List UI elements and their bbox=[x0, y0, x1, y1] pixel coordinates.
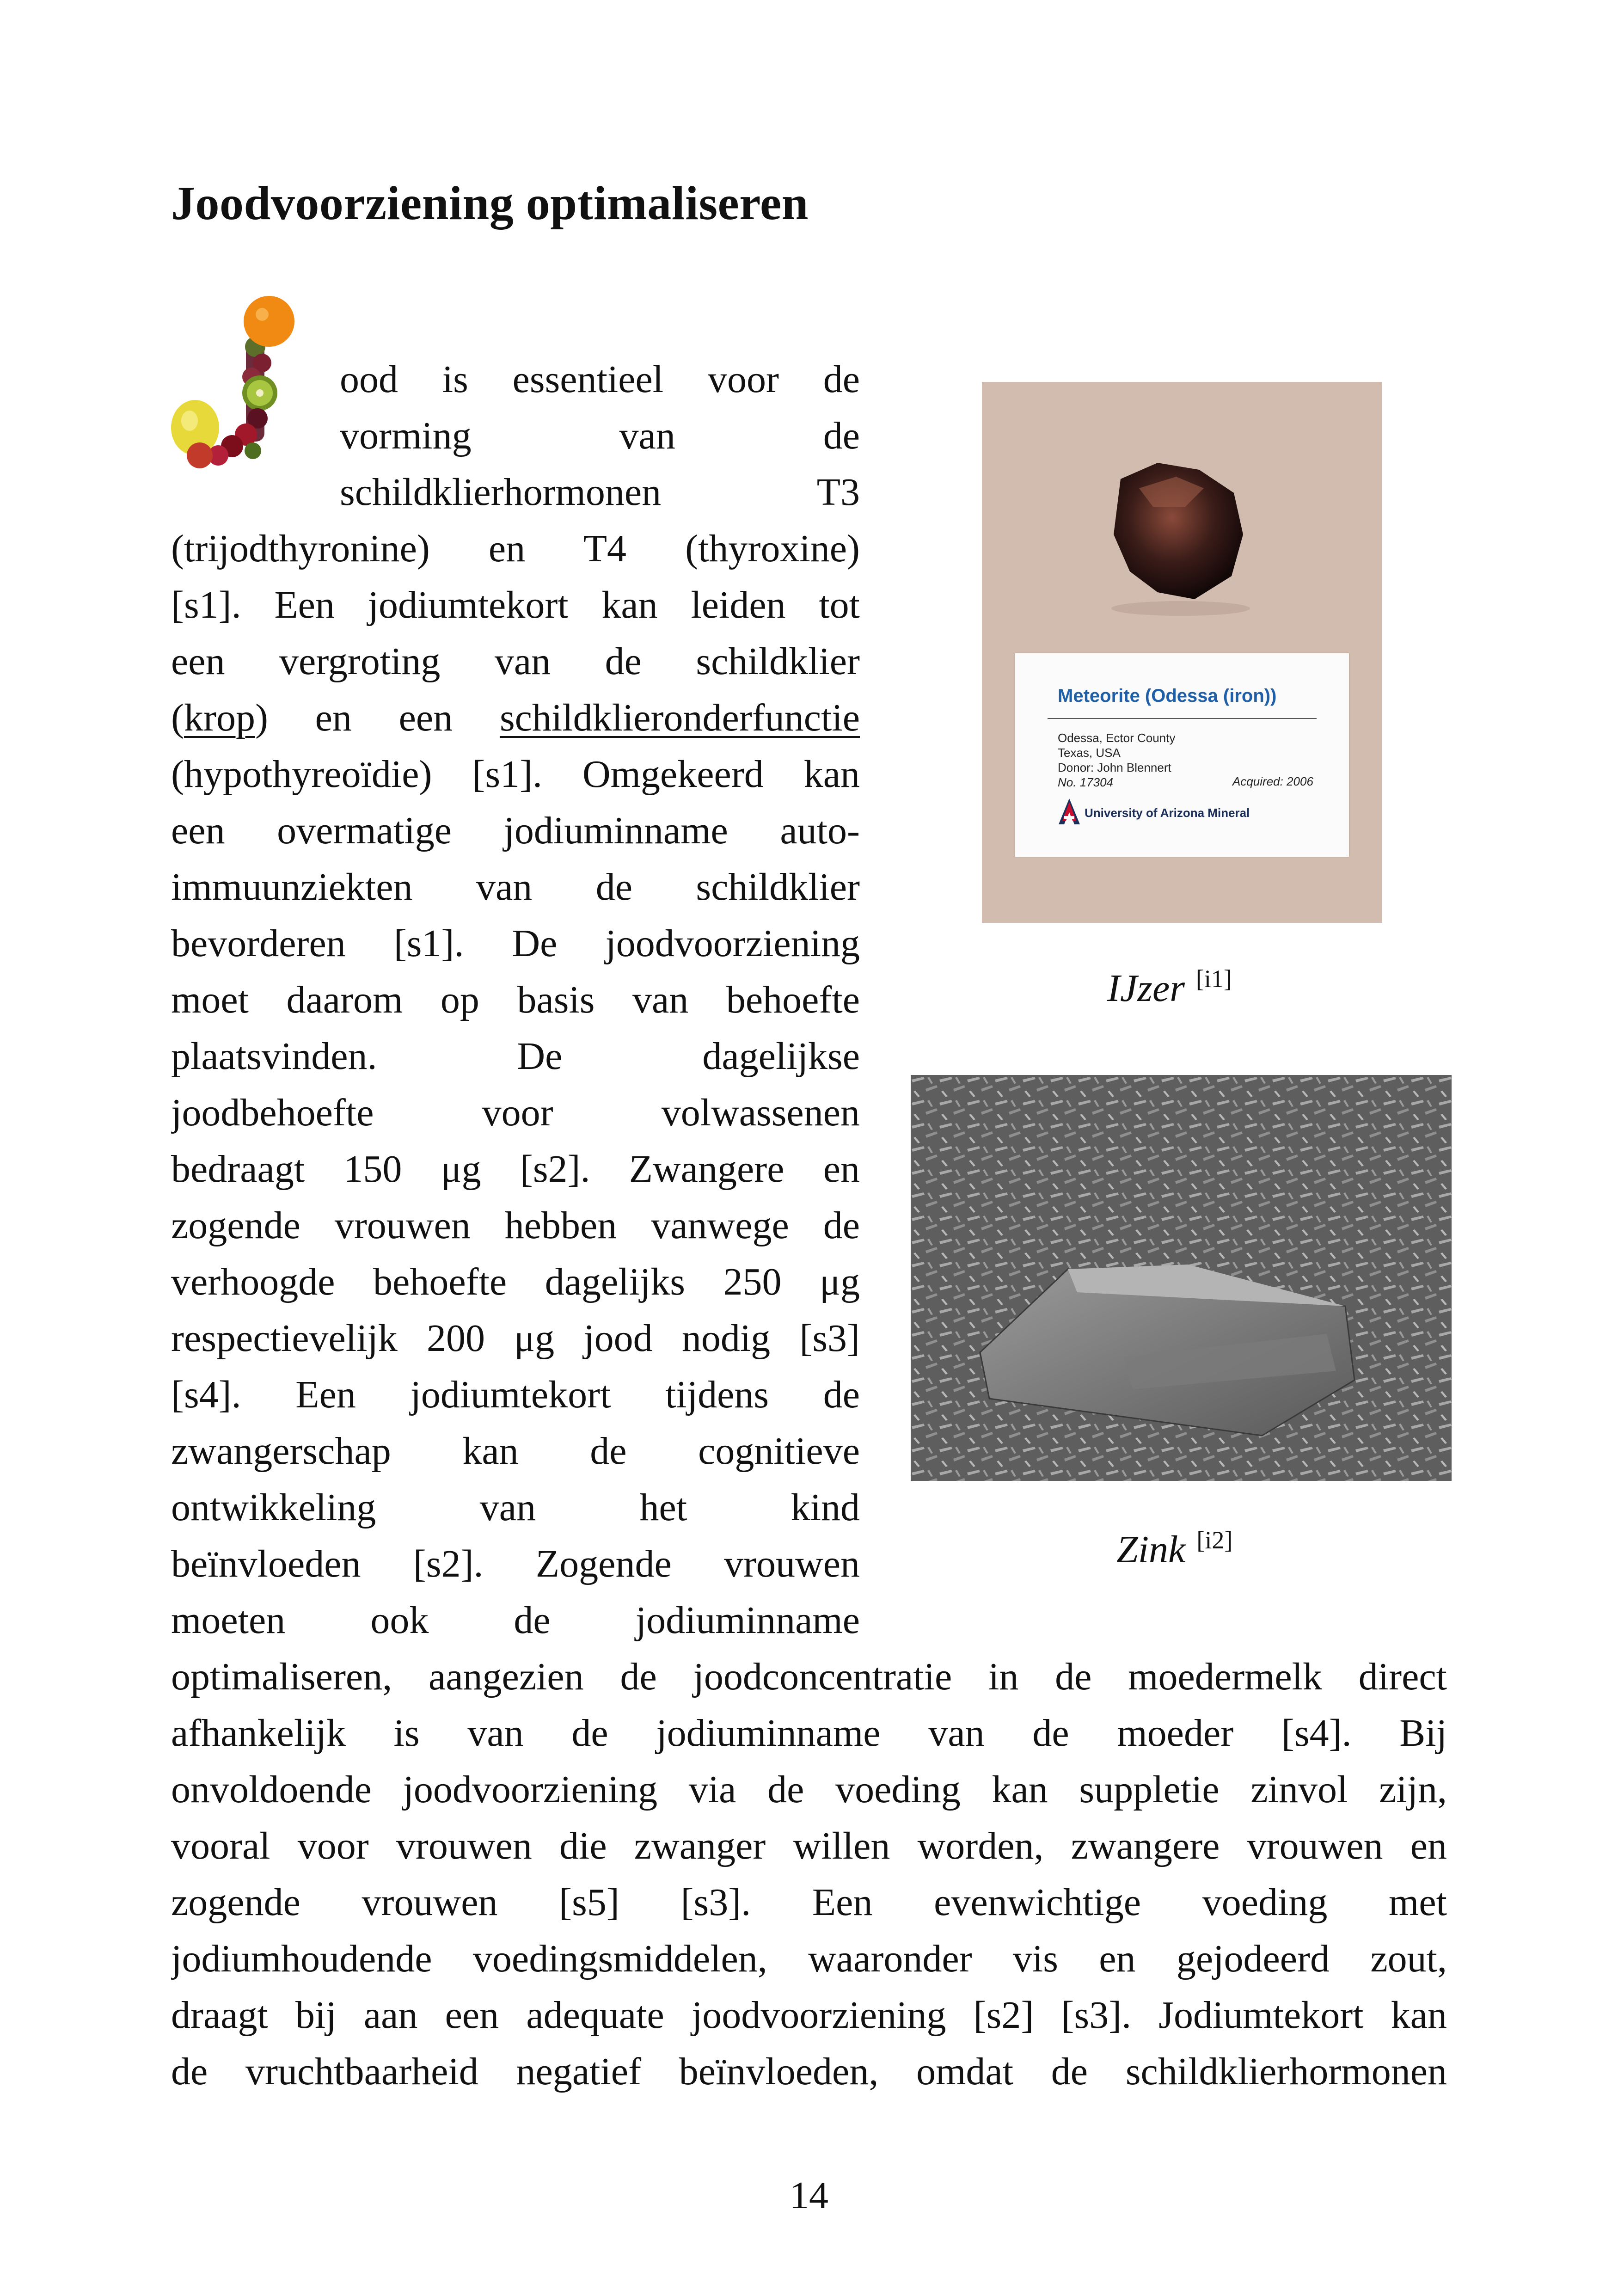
text-line: [s4]. Een jodiumtekort tijdens de bbox=[171, 1373, 860, 1416]
zinc-micrograph bbox=[911, 1075, 1452, 1481]
figure-caption-zink: Zink [i2] bbox=[1116, 1526, 1233, 1571]
text-line: de vruchtbaarheid negatief beïnvloeden, omdat de schildklierhormonen bbox=[171, 2050, 1447, 2093]
fruit-dropcap-j-icon bbox=[167, 296, 311, 499]
card-line: Odessa, Ector County bbox=[1058, 731, 1176, 745]
text-line: bevorderen [s1]. De joodvoorziening bbox=[171, 922, 860, 965]
text-line: plaatsvinden. De dagelijkse bbox=[171, 1035, 860, 1078]
text-line: zwangerschap kan de cognitieve bbox=[171, 1430, 860, 1473]
card-divider bbox=[1048, 718, 1317, 719]
text-line: vooral voor vrouwen die zwanger willen worden, zwangere vrouwen en bbox=[171, 1824, 1447, 1867]
page-number: 14 bbox=[790, 2174, 828, 2217]
text-line: ood is essentieel voor de bbox=[340, 358, 860, 401]
text-line: een vergroting van de schildklier bbox=[171, 640, 860, 683]
text-line: ontwikkeling van het kind bbox=[171, 1486, 860, 1529]
card-line: No. 17304 bbox=[1058, 775, 1113, 789]
university-logo-icon bbox=[1058, 798, 1081, 825]
specimen-label-card bbox=[1015, 653, 1349, 857]
text-line: [s1]. Een jodiumtekort kan leiden tot bbox=[171, 583, 860, 626]
zinc-crystal-icon bbox=[911, 1075, 1452, 1481]
figure-caption-ijzer: IJzer [i1] bbox=[1107, 965, 1232, 1010]
figure-ref: [i2] bbox=[1196, 1526, 1233, 1554]
text-line: moeten ook de jodiuminname bbox=[171, 1599, 860, 1642]
text-line: draagt bij aan een adequate joodvoorziening [s2] [s3]. Jodiumtekort kan bbox=[171, 1994, 1447, 2037]
body-wide-column bbox=[171, 1649, 1447, 2100]
body-narrow-column bbox=[171, 521, 860, 1649]
card-line: Donor: John Blennert bbox=[1058, 761, 1171, 774]
text-line: (krop) en een schildklieronderfunctie bbox=[171, 696, 860, 739]
link-krop[interactable]: krop bbox=[184, 696, 255, 739]
card-title: Meteorite (Odessa (iron)) bbox=[1058, 686, 1277, 706]
figure-ref: [i1] bbox=[1195, 965, 1232, 993]
text-line: immuunziekten van de schildklier bbox=[171, 866, 860, 909]
text-line: (hypothyreoïdie) [s1]. Omgekeerd kan bbox=[171, 753, 860, 796]
page-title: Joodvoorziening optimaliseren bbox=[171, 177, 809, 230]
text-line: een overmatige jodiuminname auto- bbox=[171, 809, 860, 852]
text-line: onvoldoende joodvoorziening via de voeding kan suppletie zinvol zijn, bbox=[171, 1768, 1447, 1811]
text-line: optimaliseren, aangezien de joodconcentratie in de moedermelk direct bbox=[171, 1655, 1447, 1698]
text-line: vorming van de bbox=[340, 414, 860, 457]
text-line: joodbehoefte voor volwassenen bbox=[171, 1091, 860, 1134]
link-schildklieronderfunctie[interactable]: schildklieronderfunctie bbox=[499, 696, 860, 739]
text-line: moet daarom op basis van behoefte bbox=[171, 978, 860, 1021]
card-acquired: Acquired: 2006 bbox=[1232, 774, 1313, 788]
intro-lines bbox=[340, 351, 860, 521]
text-line: zogende vrouwen [s5] [s3]. Een evenwichtige voeding met bbox=[171, 1881, 1447, 1924]
text-line: zogende vrouwen hebben vanwege de bbox=[171, 1204, 860, 1247]
text-line: schildklierhormonen T3 bbox=[340, 471, 860, 514]
text-line: verhoogde behoefte dagelijks 250 μg bbox=[171, 1260, 860, 1303]
text-line: (trijodthyronine) en T4 (thyroxine) bbox=[171, 527, 860, 570]
text-line: respectievelijk 200 μg jood nodig [s3] bbox=[171, 1317, 860, 1360]
text-line: beïnvloeden [s2]. Zogende vrouwen bbox=[171, 1542, 860, 1585]
text-line: bedraagt 150 μg [s2]. Zwangere en bbox=[171, 1148, 860, 1191]
text-line: afhankelijk is van de jodiuminname van de moeder [s4]. Bij bbox=[171, 1712, 1447, 1755]
card-institution: University of Arizona Mineral bbox=[1085, 806, 1250, 820]
text-line: jodiumhoudende voedingsmiddelen, waaronder vis en gejodeerd zout, bbox=[171, 1937, 1447, 1980]
card-line: Texas, USA bbox=[1058, 746, 1121, 760]
meteorite-photo bbox=[982, 382, 1382, 923]
